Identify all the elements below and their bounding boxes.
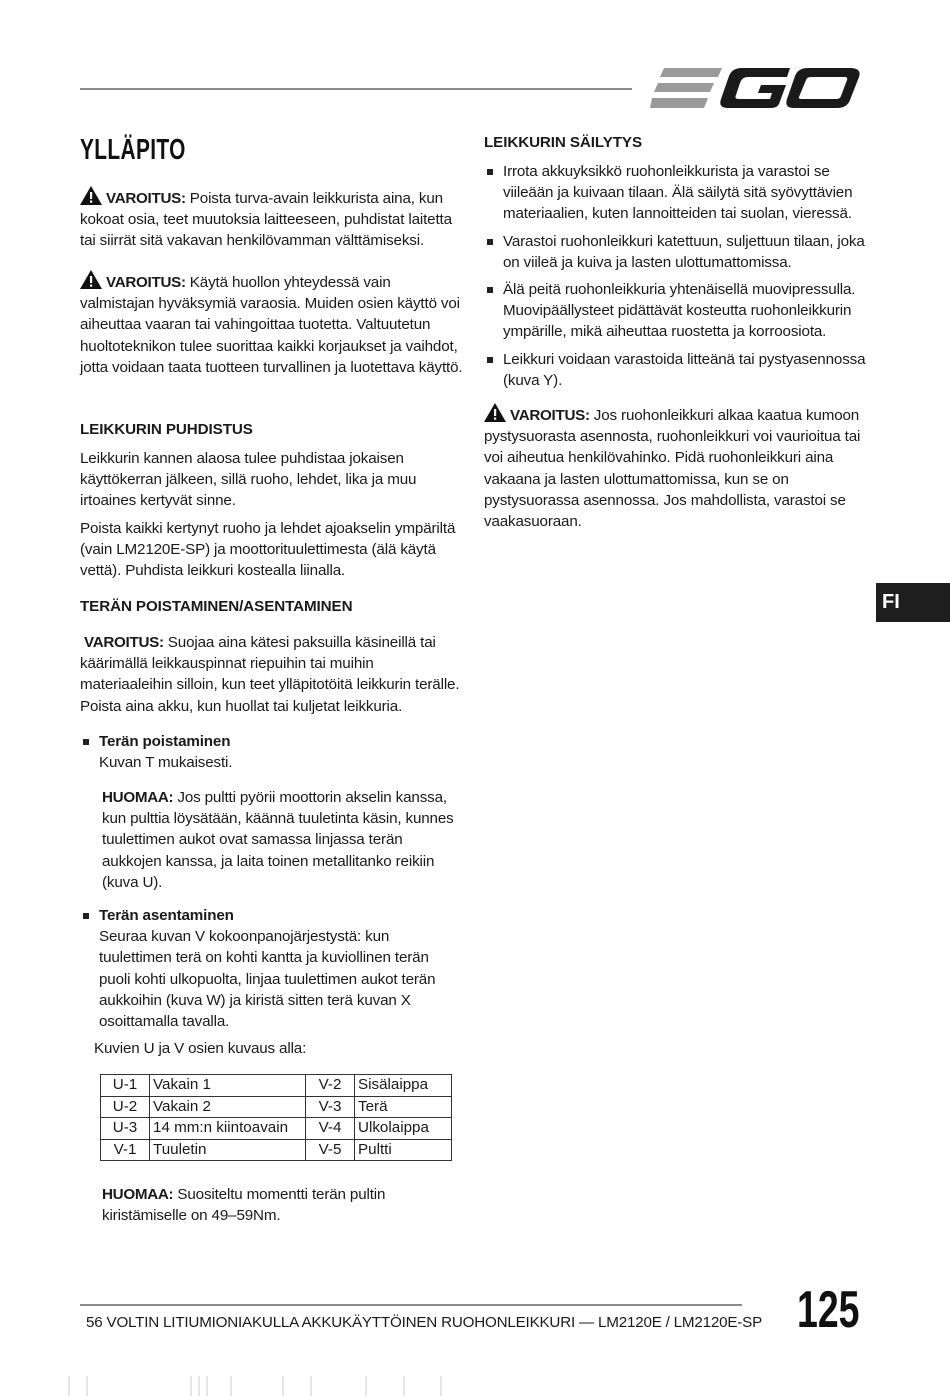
warning-triangle-icon [80, 186, 102, 205]
storage-item [484, 161, 870, 225]
warning-blade-gloves [80, 632, 464, 717]
part-code: V-3 [306, 1096, 355, 1118]
scan-marks [60, 1376, 480, 1396]
blade-install-title: Terän asentaminen [99, 907, 234, 924]
warning-text: Jos ruohonleikkuri alkaa kaatua kumoon pystysuorasta asennosta, ruohonleikkuri voi vaurioitua tai voi aiheutua henkilövahinko. Pidä ruohonleikkuri aina vakaana ja lasten ulottumattomissa, kun se on pystysuorassa asennossa. Jos mahdollista, varastoi se vaakasuoraan. [484, 407, 861, 531]
cleaning-paragraph-2: Poista kaikki kertynyt ruoho ja lehdet ajoakselin ympäriltä (vain LM2120E-SP) ja moottorituulettimesta (älä käytä vettä). Puhdista leikkuri kostealla liinalla. [80, 519, 456, 580]
blade-removal-text: Kuvan T mukaisesti. [99, 754, 233, 772]
part-code: V-2 [306, 1075, 355, 1097]
blade-note-2 [102, 1184, 464, 1226]
storage-item-text: Leikkuri voidaan varastoida litteänä tai pystyasennossa (kuva Y). [503, 350, 866, 389]
table-row [101, 1118, 452, 1140]
page-number: 125 [797, 1281, 860, 1339]
part-name: Pultti [355, 1139, 452, 1161]
part-name: Tuuletin [150, 1139, 306, 1161]
blade-removal-title: Terän poistaminen [99, 733, 231, 750]
part-name: 14 mm:n kiintoavain [150, 1118, 306, 1140]
blade-install-item [80, 905, 464, 1038]
storage-item-text: Älä peitä ruohonleikkuria yhtenäisellä muovipressulla. Muovipäällysteet pidättävät kosteutta ruohonleikkurin ympärille, mikä aiheuttaa ruostetta ja korroosiota. [503, 281, 856, 341]
note-label: HUOMAA: [102, 789, 174, 806]
part-code: V-5 [306, 1139, 355, 1161]
warning-triangle-icon [80, 270, 102, 289]
warning-text: Poista turva-avain leikkurista aina, kun kokoat osia, teet muutoksia laitteeseen, puhdistat laitetta tai siirrät sitä vakavan henkilövamman välttämiseksi. [80, 190, 452, 250]
footer-rule [80, 1304, 742, 1306]
part-code: U-1 [101, 1075, 150, 1097]
part-code: V-4 [306, 1118, 355, 1140]
blade-heading: TERÄN POISTAMINEN/ASENTAMINEN [80, 598, 353, 615]
bullet-icon [487, 357, 493, 363]
warning-label: VAROITUS: [106, 274, 186, 291]
parts-intro: Kuvien U ja V osien kuvaus alla: [94, 1040, 307, 1057]
part-name: Vakain 1 [150, 1075, 306, 1097]
ego-logo [650, 64, 862, 112]
warning-spare-parts [80, 270, 464, 378]
blade-install-text: Seuraa kuvan V kokoonpanojärjestystä: kun tuulettimen terä on kohti kantta ja kuviollinen terän puoli kohti ulkopuolta, linjaa tuulettimen aukot terän aukkoihin (kuva W) ja kiristä sitten terä kuvan X osoittamalla tavalla. [99, 928, 436, 1031]
warning-label: VAROITUS: [510, 407, 590, 424]
part-code: U-3 [101, 1118, 150, 1140]
cleaning-heading: LEIKKURIN PUHDISTUS [80, 421, 253, 438]
storage-heading: LEIKKURIN SÄILYTYS [484, 134, 642, 151]
part-name: Terä [355, 1096, 452, 1118]
note-text: Suositeltu momentti terän pultin kiristämiselle on 49–59Nm. [102, 1186, 386, 1225]
bullet-icon [487, 287, 493, 293]
warning-tipping [484, 403, 870, 532]
table-row [101, 1075, 452, 1097]
cleaning-paragraph-1: Leikkurin kannen alaosa tulee puhdistaa jokaisen käyttökerran jälkeen, sillä ruoho, lehdet, lika ja muu irtoaines kertyvät sinne. [80, 450, 417, 510]
part-name: Sisälaippa [355, 1075, 452, 1097]
footer-text: 56 VOLTIN LITIUMIONIAKULLA AKKUKÄYTTÖINEN RUOHONLEIKKURI — LM2120E / LM2120E-SP [86, 1314, 763, 1331]
blade-removal-item [80, 731, 464, 779]
note-text: Jos pultti pyörii moottorin akselin kanssa, kun pulttia löysätään, käännä tuuletinta käsin, kunnes tuulettimen aukot ovat samassa linjassa terän aukkojen kanssa, ja laita toinen metallitanko reikiin (kuva U). [102, 789, 454, 891]
bullet-icon [83, 913, 89, 919]
warning-label: VAROITUS: [106, 190, 186, 207]
note-label: HUOMAA: [102, 1186, 174, 1203]
parts-table [100, 1074, 452, 1161]
storage-item-text: Varastoi ruohonleikkuri katettuun, suljettuun tilaan, joka on viileä ja kuiva ja lasten ulottumattomissa. [503, 232, 865, 271]
bullet-icon [487, 239, 493, 245]
storage-item [484, 279, 870, 343]
header-rule [80, 88, 632, 90]
section-title: YLLÄPITO [80, 134, 186, 166]
storage-item-text: Irrota akkuyksikkö ruohonleikkurista ja varastoi se viileään ja kuivaan tilaan. Älä säilytä sitä syövyttävien materiaalien, kuten lannoitteiden tai suolan, vieressä. [503, 163, 853, 223]
part-name: Vakain 2 [150, 1096, 306, 1118]
part-code: U-2 [101, 1096, 150, 1118]
storage-item [484, 231, 870, 273]
language-tab: FI [876, 583, 950, 622]
table-row [101, 1096, 452, 1118]
warning-safety-key [80, 186, 464, 252]
cleaning-text [80, 448, 464, 581]
warning-text: Käytä huollon yhteydessä vain valmistajan hyväksymiä varaosia. Muiden osien käyttö voi aiheuttaa vaaran tai vahingoittaa tuotetta. Valtuutetun huoltoteknikon tulee suorittaa kaikki korjaukset ja vaihdot, jotta voidaan taata tuotteen turvallinen ja luotettava käyttö. [80, 274, 463, 376]
warning-triangle-icon [484, 403, 506, 422]
bullet-icon [487, 169, 493, 175]
warning-text: Suojaa aina kätesi paksuilla käsineillä tai käärimällä leikkauspinnat riepuihin tai muihin materiaaleihin silloin, kun teet ylläpitotöitä leikkurin terälle. Poista aina akku, kun huollat tai kuljetat leikkuria. [80, 634, 460, 715]
part-name: Ulkolaippa [355, 1118, 452, 1140]
bullet-icon [83, 739, 89, 745]
storage-list [484, 161, 870, 397]
storage-item [484, 349, 870, 391]
warning-label: VAROITUS: [84, 634, 164, 651]
blade-note-1 [102, 787, 464, 893]
part-code: V-1 [101, 1139, 150, 1161]
table-row [101, 1139, 452, 1161]
